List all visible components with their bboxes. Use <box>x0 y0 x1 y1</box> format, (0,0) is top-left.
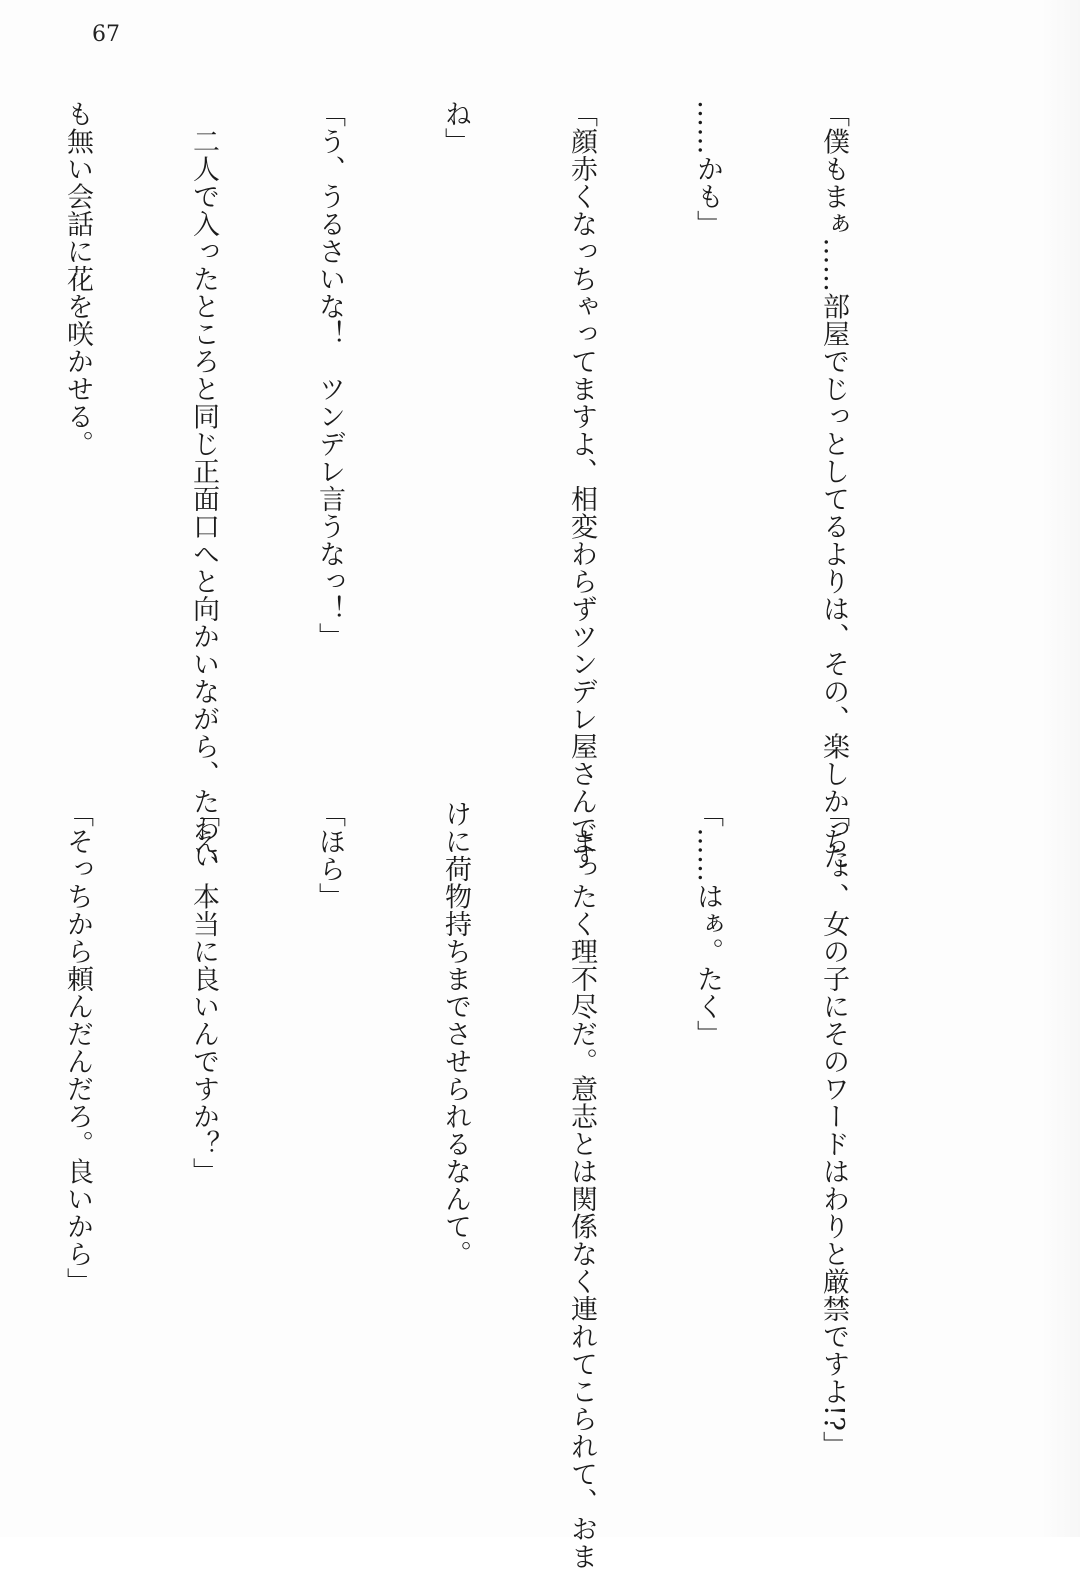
text-line: 「ほら」 <box>314 800 345 910</box>
text-line: ね」 <box>440 100 471 155</box>
text-line: 「え、本当に良いんですか？」 <box>188 800 219 1185</box>
text-line: 「う、うるさいな！ ツンデレ言うなっ！」 <box>314 100 345 650</box>
text-line: ……かも」 <box>692 100 723 238</box>
text-line: 「顔赤くなっちゃってますよ、相変わらずツンデレ屋さんです <box>566 100 597 870</box>
text-line: 「僕もまぁ……部屋でじっとしてるよりは、その、楽しかった <box>818 100 849 870</box>
text-line: 「……はぁ。たく」 <box>692 800 723 1048</box>
page-number: 67 <box>92 22 120 47</box>
text-line: 「そっちから頼んだんだろ。良いから」 <box>62 800 93 1295</box>
text-block-lower <box>62 800 938 1570</box>
text-line: まったく理不尽だ。意志とは関係なく連れてこられて、おま <box>566 800 597 1570</box>
text-line: 二人で入ったところと同じ正面口へと向かいながら、たわい <box>188 100 219 870</box>
page-edge-shadow <box>1040 0 1080 1537</box>
text-line: も無い会話に花を咲かせる。 <box>62 100 93 458</box>
text-line: けに荷物持ちまでさせられるなんて。 <box>440 800 471 1268</box>
text-line: 「ちょ、女の子にそのワードはわりと厳禁ですよ!?」 <box>818 800 849 1459</box>
